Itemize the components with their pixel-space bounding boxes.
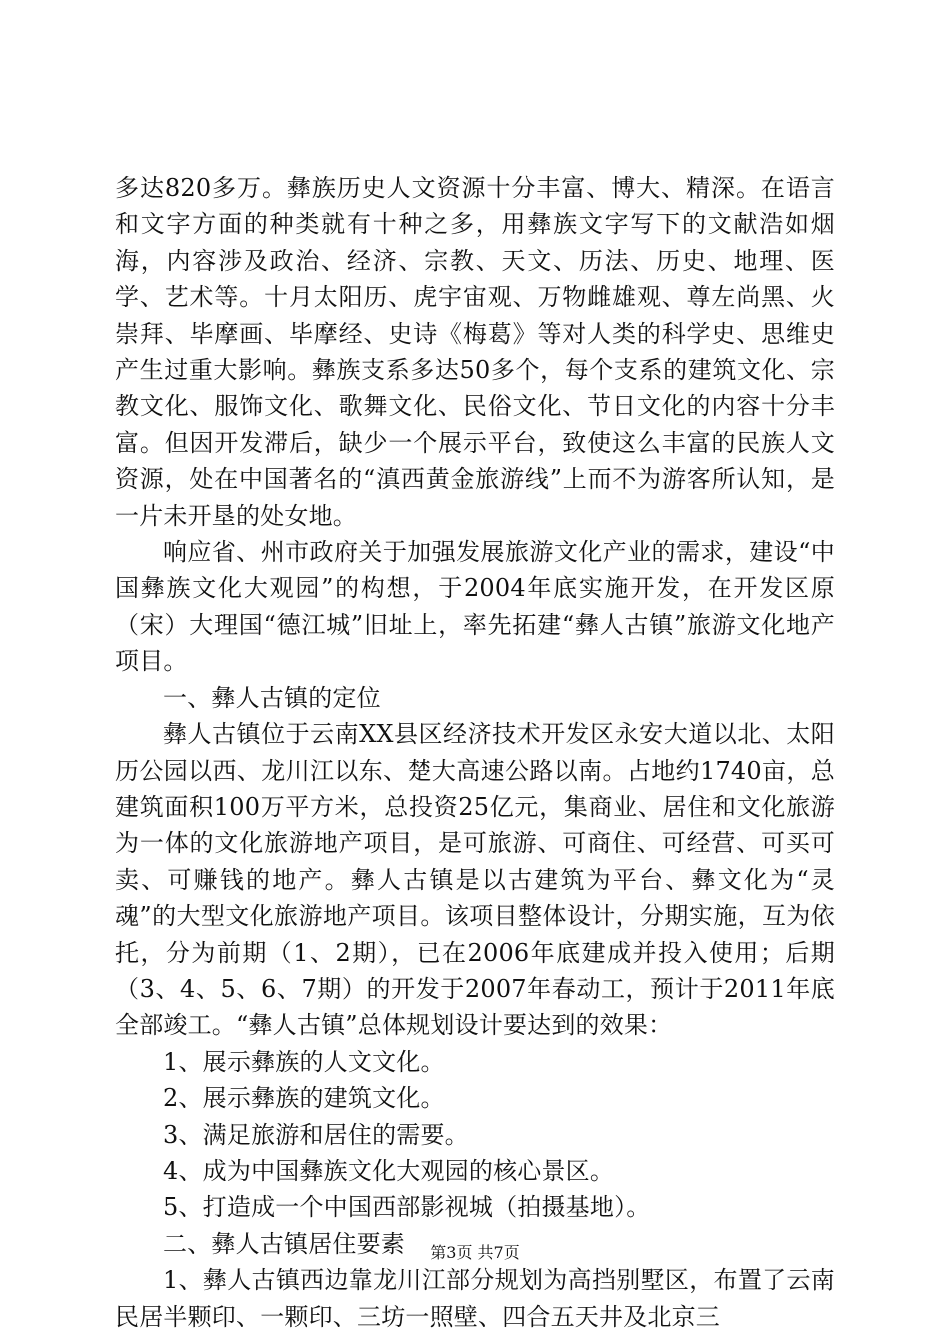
list-item-goal-1: 1、展示彝族的人文文化。 [163,1047,445,1076]
paragraph-project-intro: 响应省、州市政府关于加强发展旅游文化产业的需求，建设“中国彝族文化大观园”的构想，于2004年底实施开发，在开发区原（宋）大理国“德江城”旧址上，率先拓建“彝人古镇”旅游文化地产项目。 [115,538,835,676]
paragraph-location: 彝人古镇位于云南XX县区经济技术开发区永安大道以北、太阳历公园以西、龙川江以东、楚大高速公路以南。占地约1740亩，总建筑面积100万平方米，总投资25亿元，集商业、居住和文化旅游为一体的文化旅游地产项目，是可旅游、可商住、可经营、可买可卖、可赚钱的地产。彝人古镇是以古建筑为平台、彝文化为“灵魂”的大型文化旅游地产项目。该项目整体设计，分期实施，互为依托，分为前期（1、2期），已在2006年底建成并投入使用；后期（3、4、5、6、7期）的开发于2007年春动工，预计于2011年底全部竣工。“彝人古镇”总体规划设计要达到的效果： [115,720,835,1040]
paragraph-continued: 多达820多万。彝族历史人文资源十分丰富、博大、精深。在语言和文字方面的种类就有十种之多，用彝族文字写下的文献浩如烟海，内容涉及政治、经济、宗教、天文、历法、历史、地理、医学、艺术等。十月太阳历、虎宇宙观、万物雌雄观、尊左尚黑、火崇拜、毕摩画、毕摩经、史诗《梅葛》等对人类的科学史、思维史产生过重大影响。彝族支系多达50多个，每个支系的建筑文化、宗教文化、服饰文化、歌舞文化、民俗文化、节日文化的内容十分丰富。但因开发滞后，缺少一个展示平台，致使这么丰富的民族人文资源，处在中国著名的“滇西黄金旅游线”上而不为游客所认知，是一片未开垦的处女地。 [115,174,835,530]
paragraph-residential-1: 1、彝人古镇西边靠龙川江部分规划为高挡别墅区，布置了云南民居半颗印、一颗印、三坊一照壁、四合五天井及北京三 [115,1266,835,1331]
list-item-goal-5: 5、打造成一个中国西部影视城（拍摄基地）。 [163,1193,651,1222]
page-number-footer: 第3页 共7页 [430,1243,520,1262]
section-heading-residential: 二、彝人古镇居住要素 [163,1229,405,1258]
list-item-goal-3: 3、满足旅游和居住的需要。 [163,1120,469,1149]
body-text [115,170,835,1335]
section-heading-positioning: 一、彝人古镇的定位 [163,683,381,712]
list-item-goal-4: 4、成为中国彝族文化大观园的核心景区。 [163,1156,615,1185]
list-item-goal-2: 2、展示彝族的建筑文化。 [163,1084,445,1113]
